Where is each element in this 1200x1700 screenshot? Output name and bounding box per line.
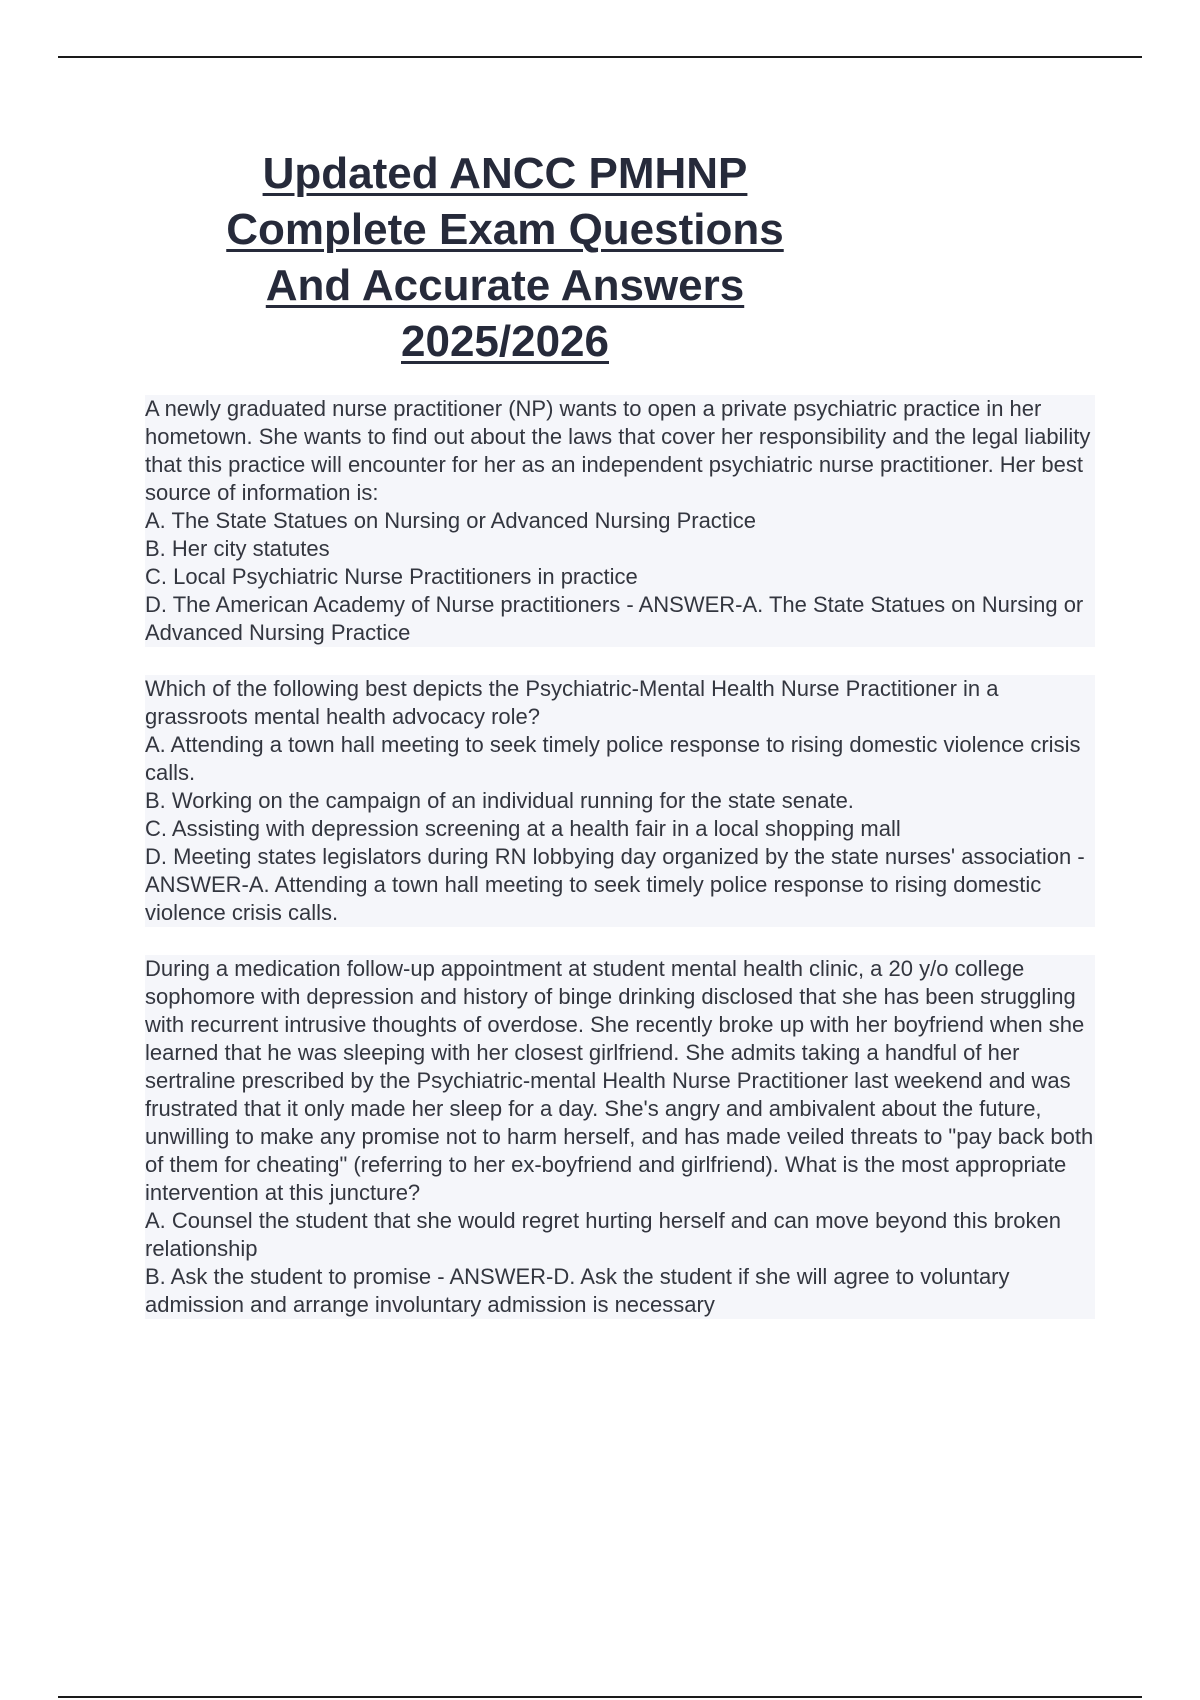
answer-option: B. Ask the student to promise - ANSWER-D. Ask the student if she will agree to voluntary admission and arrange involuntary admission is necessary xyxy=(145,1263,1095,1319)
question-stem: A newly graduated nurse practitioner (NP) wants to open a private psychiatric practice in her hometown. She wants to find out about the laws that cover her responsibility and the legal liability that this practice will encounter for her as an independent psychiatric nurse practitioner. Her best source of information is: xyxy=(145,395,1095,507)
footer-rule xyxy=(58,1696,1142,1698)
answer-option: C. Assisting with depression screening at a health fair in a local shopping mall xyxy=(145,815,1095,843)
question-stem: During a medication follow-up appointment at student mental health clinic, a 20 y/o college sophomore with depression and history of binge drinking disclosed that she has been struggling with recurrent intrusive thoughts of overdose. She recently broke up with her boyfriend when she learned that he was sleeping with her closest girlfriend. She admits taking a handful of her sertraline prescribed by the Psychiatric-mental Health Nurse Practitioner last weekend and was frustrated that it only made her sleep for a day. She's angry and ambivalent about the future, unwilling to make any promise not to harm herself, and has made veiled threats to "pay back both of them for cheating" (referring to her ex-boyfriend and girlfriend). What is the most appropriate intervention at this juncture? xyxy=(145,956,1094,1205)
question-block-3 xyxy=(145,955,1095,1319)
answer-option: B. Working on the campaign of an individual running for the state senate. xyxy=(145,787,1095,815)
answer-option: C. Local Psychiatric Nurse Practitioners in practice xyxy=(145,563,1095,591)
questions-content xyxy=(145,395,1095,1347)
title-line-3: And Accurate Answers xyxy=(265,261,745,310)
header-rule xyxy=(58,56,1142,58)
question-stem: Which of the following best depicts the Psychiatric-Mental Health Nurse Practitioner in a grassroots mental health advocacy role? xyxy=(145,675,1095,731)
answer-option: A. The State Statues on Nursing or Advanced Nursing Practice xyxy=(145,507,1095,535)
answer-option: A. Attending a town hall meeting to seek timely police response to rising domestic violence crisis calls. xyxy=(145,731,1095,787)
answer-option: D. The American Academy of Nurse practitioners - ANSWER-A. The State Statues on Nursing or Advanced Nursing Practice xyxy=(145,591,1095,647)
question-block-2 xyxy=(145,675,1095,927)
answer-option: A. Counsel the student that she would regret hurting herself and can move beyond this broken relationship xyxy=(145,1207,1095,1263)
document-title xyxy=(145,146,865,370)
title-line-4: 2025/2026 xyxy=(401,317,609,366)
question-block-1 xyxy=(145,395,1095,647)
title-line-2: Complete Exam Questions xyxy=(226,205,784,254)
answer-option: B. Her city statutes xyxy=(145,535,1095,563)
answer-option: D. Meeting states legislators during RN lobbying day organized by the state nurses' association - ANSWER-A. Attending a town hall meeting to seek timely police response to rising domestic violence crisis calls. xyxy=(145,843,1095,927)
title-line-1: Updated ANCC PMHNP xyxy=(262,149,748,198)
